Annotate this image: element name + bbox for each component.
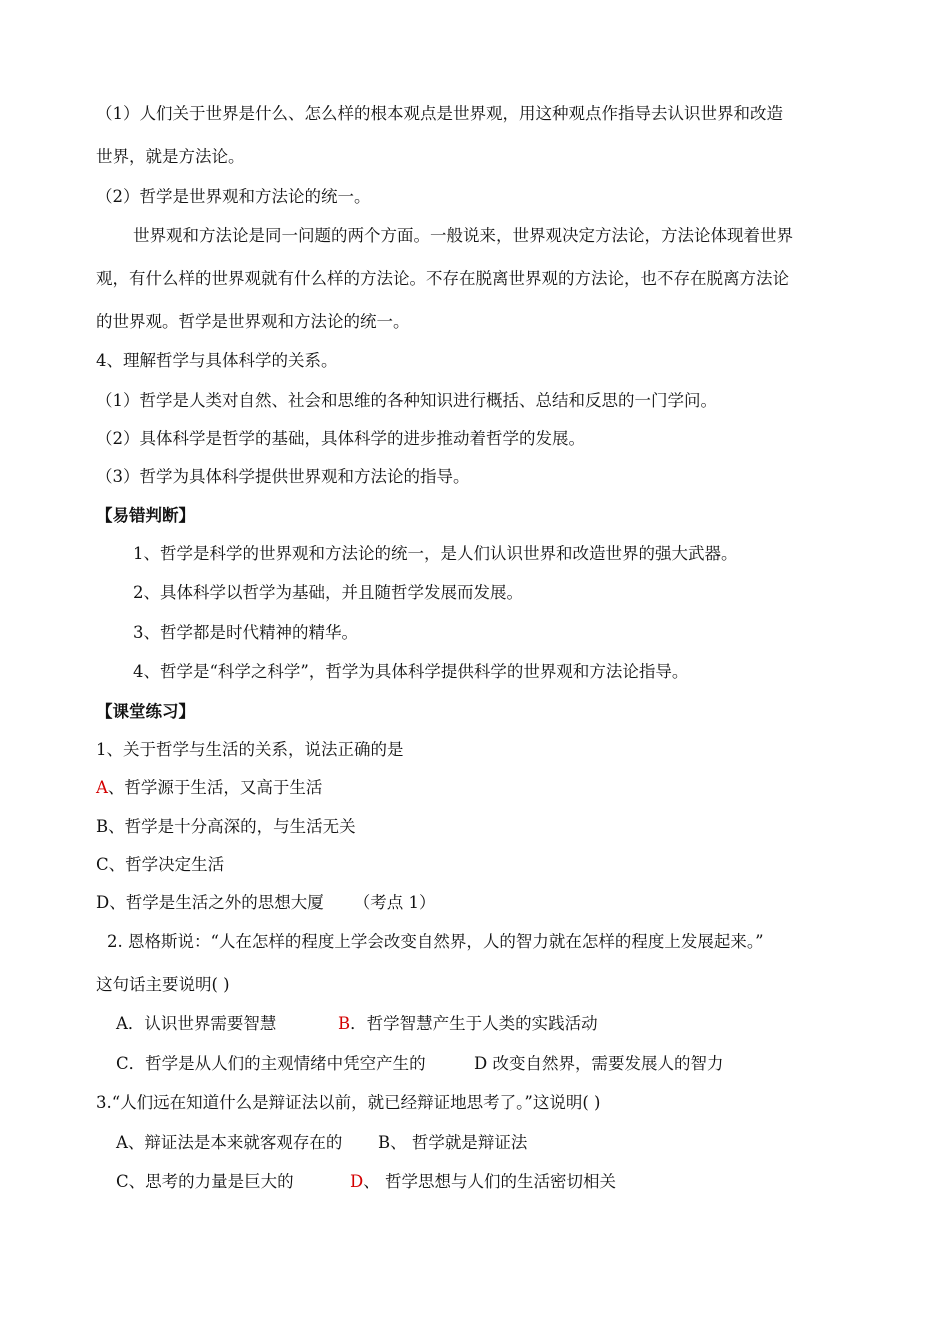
option-text: D、哲学是生活之外的思想大厦 [96,893,324,912]
error-judgment-item: 3、哲学都是时代精神的精华。 [133,623,358,642]
question-3-option-d [350,1171,616,1193]
answer-letter: A [96,778,108,797]
para-1-line-2: 世界，就是方法论。 [96,147,245,166]
question-3-option-b: B、 哲学就是辩证法 [378,1133,528,1152]
question-3-option-a: A、辩证法是本来就客观存在的 [116,1133,343,1152]
question-1-option-d [96,892,435,914]
error-judgment-heading: 【易错判断】 [96,506,195,525]
question-1-option-b: B、哲学是十分高深的，与生活无关 [96,817,356,836]
para-3-line-1: 世界观和方法论是同一问题的两个方面。一般说来，世界观决定方法论，方法论体现着世界 [133,226,793,245]
para-1-line-1: （1）人们关于世界是什么、怎么样的根本观点是世界观，用这种观点作指导去认识世界和改造 [96,104,783,123]
error-judgment-item: 4、哲学是“科学之科学”，哲学为具体科学提供科学的世界观和方法论指导。 [133,662,689,681]
question-1-option-a [96,777,322,799]
para-3-line-3: 的世界观。哲学是世界观和方法论的统一。 [96,312,410,331]
question-2-stem-line-1: 2. 恩格斯说：“人在怎样的程度上学会改变自然界，人的智力就在怎样的程度上发展起来。” [107,932,764,951]
error-judgment-item: 1、哲学是科学的世界观和方法论的统一，是人们认识世界和改造世界的强大武器。 [133,544,738,563]
question-1-option-c: C、哲学决定生活 [96,855,225,874]
exam-point-note: （考点 1） [353,893,436,912]
question-1-stem: 1、关于哲学与生活的关系，说法正确的是 [96,740,404,759]
section-4-item: （3）哲学为具体科学提供世界观和方法论的指导。 [96,467,470,486]
section-4-title: 4、理解哲学与具体科学的关系。 [96,351,338,370]
answer-letter: B [338,1014,351,1033]
error-judgment-item: 2、具体科学以哲学为基础，并且随哲学发展而发展。 [133,583,523,602]
option-text: ．哲学智慧产生于人类的实践活动 [350,1014,598,1033]
section-4-item: （2）具体科学是哲学的基础，具体科学的进步推动着哲学的发展。 [96,429,585,448]
answer-letter: D [350,1172,364,1191]
question-3-stem: 3.“人们远在知道什么是辩证法以前，就已经辩证地思考了。”这说明( ) [96,1093,601,1112]
question-2-option-c: C．哲学是从人们的主观情绪中凭空产生的 [116,1054,426,1073]
practice-heading: 【课堂练习】 [96,702,195,721]
para-2: （2）哲学是世界观和方法论的统一。 [96,187,371,206]
option-text: 、哲学源于生活，又高于生活 [107,778,323,797]
para-3-line-2: 观，有什么样的世界观就有什么样的方法论。不存在脱离世界观的方法论，也不存在脱离方法论 [96,269,789,288]
question-2-option-a: A．认识世界需要智慧 [116,1014,277,1033]
question-2-stem-line-2: 这句话主要说明( ) [96,975,230,994]
question-2-option-b [338,1013,598,1035]
option-text: 、 哲学思想与人们的生活密切相关 [363,1172,616,1191]
question-3-option-c: C、思考的力量是巨大的 [116,1172,294,1191]
question-2-option-d: D 改变自然界，需要发展人的智力 [474,1054,724,1073]
section-4-item: （1）哲学是人类对自然、社会和思维的各种知识进行概括、总结和反思的一门学问。 [96,391,717,410]
